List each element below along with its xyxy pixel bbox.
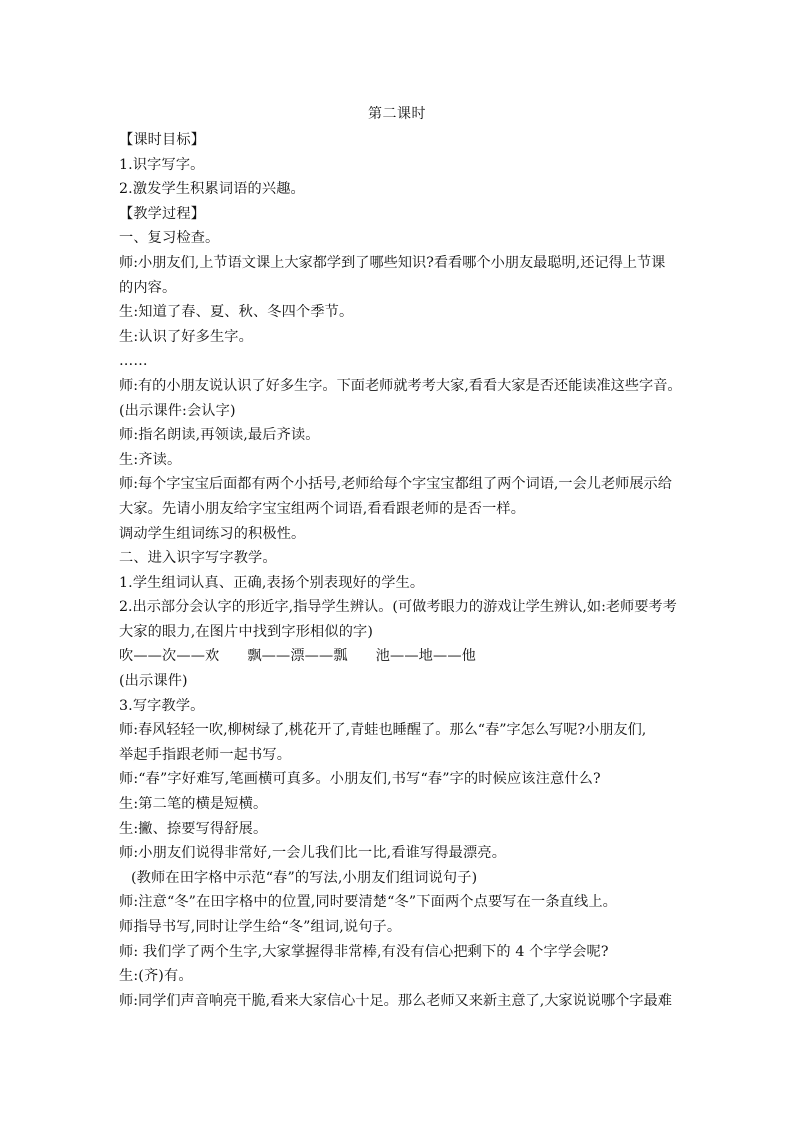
paragraph-line: 师:注意“冬”在田字格中的位置,同时要清楚“冬”下面两个点要写在一条直线上。 <box>119 894 618 911</box>
similar-characters-line: 吹——次——欢 飘——漂——瓢 池——地——他 <box>119 648 477 665</box>
paragraph-line: 大家的眼力,在图片中找到字形相似的字) <box>119 623 374 640</box>
paragraph-line: 2.出示部分会认字的形近字,指导学生辨认。(可做考眼力的游戏让学生辨认,如:老师要考考 <box>119 599 677 616</box>
paragraph-line: 生:齐读。 <box>119 451 182 468</box>
paragraph-line: 师:指名朗读,再领读,最后齐读。 <box>119 427 320 444</box>
paragraph-line: (出示课件:会认字) <box>119 402 236 419</box>
step-heading: 二、进入识字写字教学。 <box>119 550 277 567</box>
paragraph-line: 师:“春”字好难写,笔画横可真多。小朋友们,书写“春”字的时候应该注意什么? <box>119 771 601 788</box>
paragraph-line: 师:有的小朋友说认识了好多生字。下面老师就考考大家,看看大家是否还能读准这些字音。 <box>119 377 682 394</box>
paragraph-line: (教师在田字格中示范“春”的写法,小朋友们组词说句子) <box>131 869 478 886</box>
paragraph-line: 调动学生组词练习的积极性。 <box>119 525 306 542</box>
lesson-body <box>119 128 685 1013</box>
objective-item: 1.识字写字。 <box>119 156 205 173</box>
lesson-title: 第二课时 <box>368 106 426 122</box>
paragraph-line: (出示课件) <box>119 673 188 690</box>
paragraph-line: 生:撇、捺要写得舒展。 <box>119 820 268 837</box>
ellipsis-line: …… <box>119 353 148 370</box>
paragraph-line: 生:知道了春、夏、秋、冬四个季节。 <box>119 304 354 321</box>
paragraph-line: 师:同学们声音响亮干脆,看来大家信心十足。那么老师又来新主意了,大家说说哪个字最难 <box>119 992 672 1009</box>
paragraph-line: 大家。先请小朋友给字宝宝组两个词语,看看跟老师的是否一样。 <box>119 500 526 517</box>
paragraph-line: 师:小朋友们说得非常好,一会儿我们比一比,看谁写得最漂亮。 <box>119 845 507 862</box>
paragraph-line: 3.写字教学。 <box>119 697 205 714</box>
paragraph-line: 师:春风轻轻一吹,柳树绿了,桃花开了,青蛙也睡醒了。那么“春”字怎么写呢?小朋友们, <box>119 722 647 739</box>
paragraph-line: 生:认识了好多生字。 <box>119 328 253 345</box>
paragraph-line: 师:每个字宝宝后面都有两个小括号,老师给每个字宝宝都组了两个词语,一会儿老师展示给 <box>119 476 672 493</box>
paragraph-line: 1.学生组词认真、正确,表扬个别表现好的学生。 <box>119 574 425 591</box>
objective-item: 2.激发学生积累词语的兴趣。 <box>119 181 305 198</box>
step-heading: 一、复习检查。 <box>119 230 220 247</box>
section-heading-process: 【教学过程】 <box>119 205 206 222</box>
paragraph-line: 生:第二笔的横是短横。 <box>119 796 268 813</box>
paragraph-line: 师:小朋友们,上节语文课上大家都学到了哪些知识?看看哪个小朋友最聪明,还记得上节课 <box>119 254 666 271</box>
paragraph-line: 的内容。 <box>119 279 177 296</box>
paragraph-line: 师指导书写,同时让学生给“冬”组词,说句子。 <box>119 919 402 935</box>
section-heading-objectives: 【课时目标】 <box>119 132 206 148</box>
paragraph-line: 师: 我们学了两个生字,大家掌握得非常棒,有没有信心把剩下的 4 个字学会呢? <box>119 943 609 960</box>
paragraph-line: 举起手指跟老师一起书写。 <box>119 746 292 763</box>
paragraph-line: 生:(齐)有。 <box>119 968 193 985</box>
